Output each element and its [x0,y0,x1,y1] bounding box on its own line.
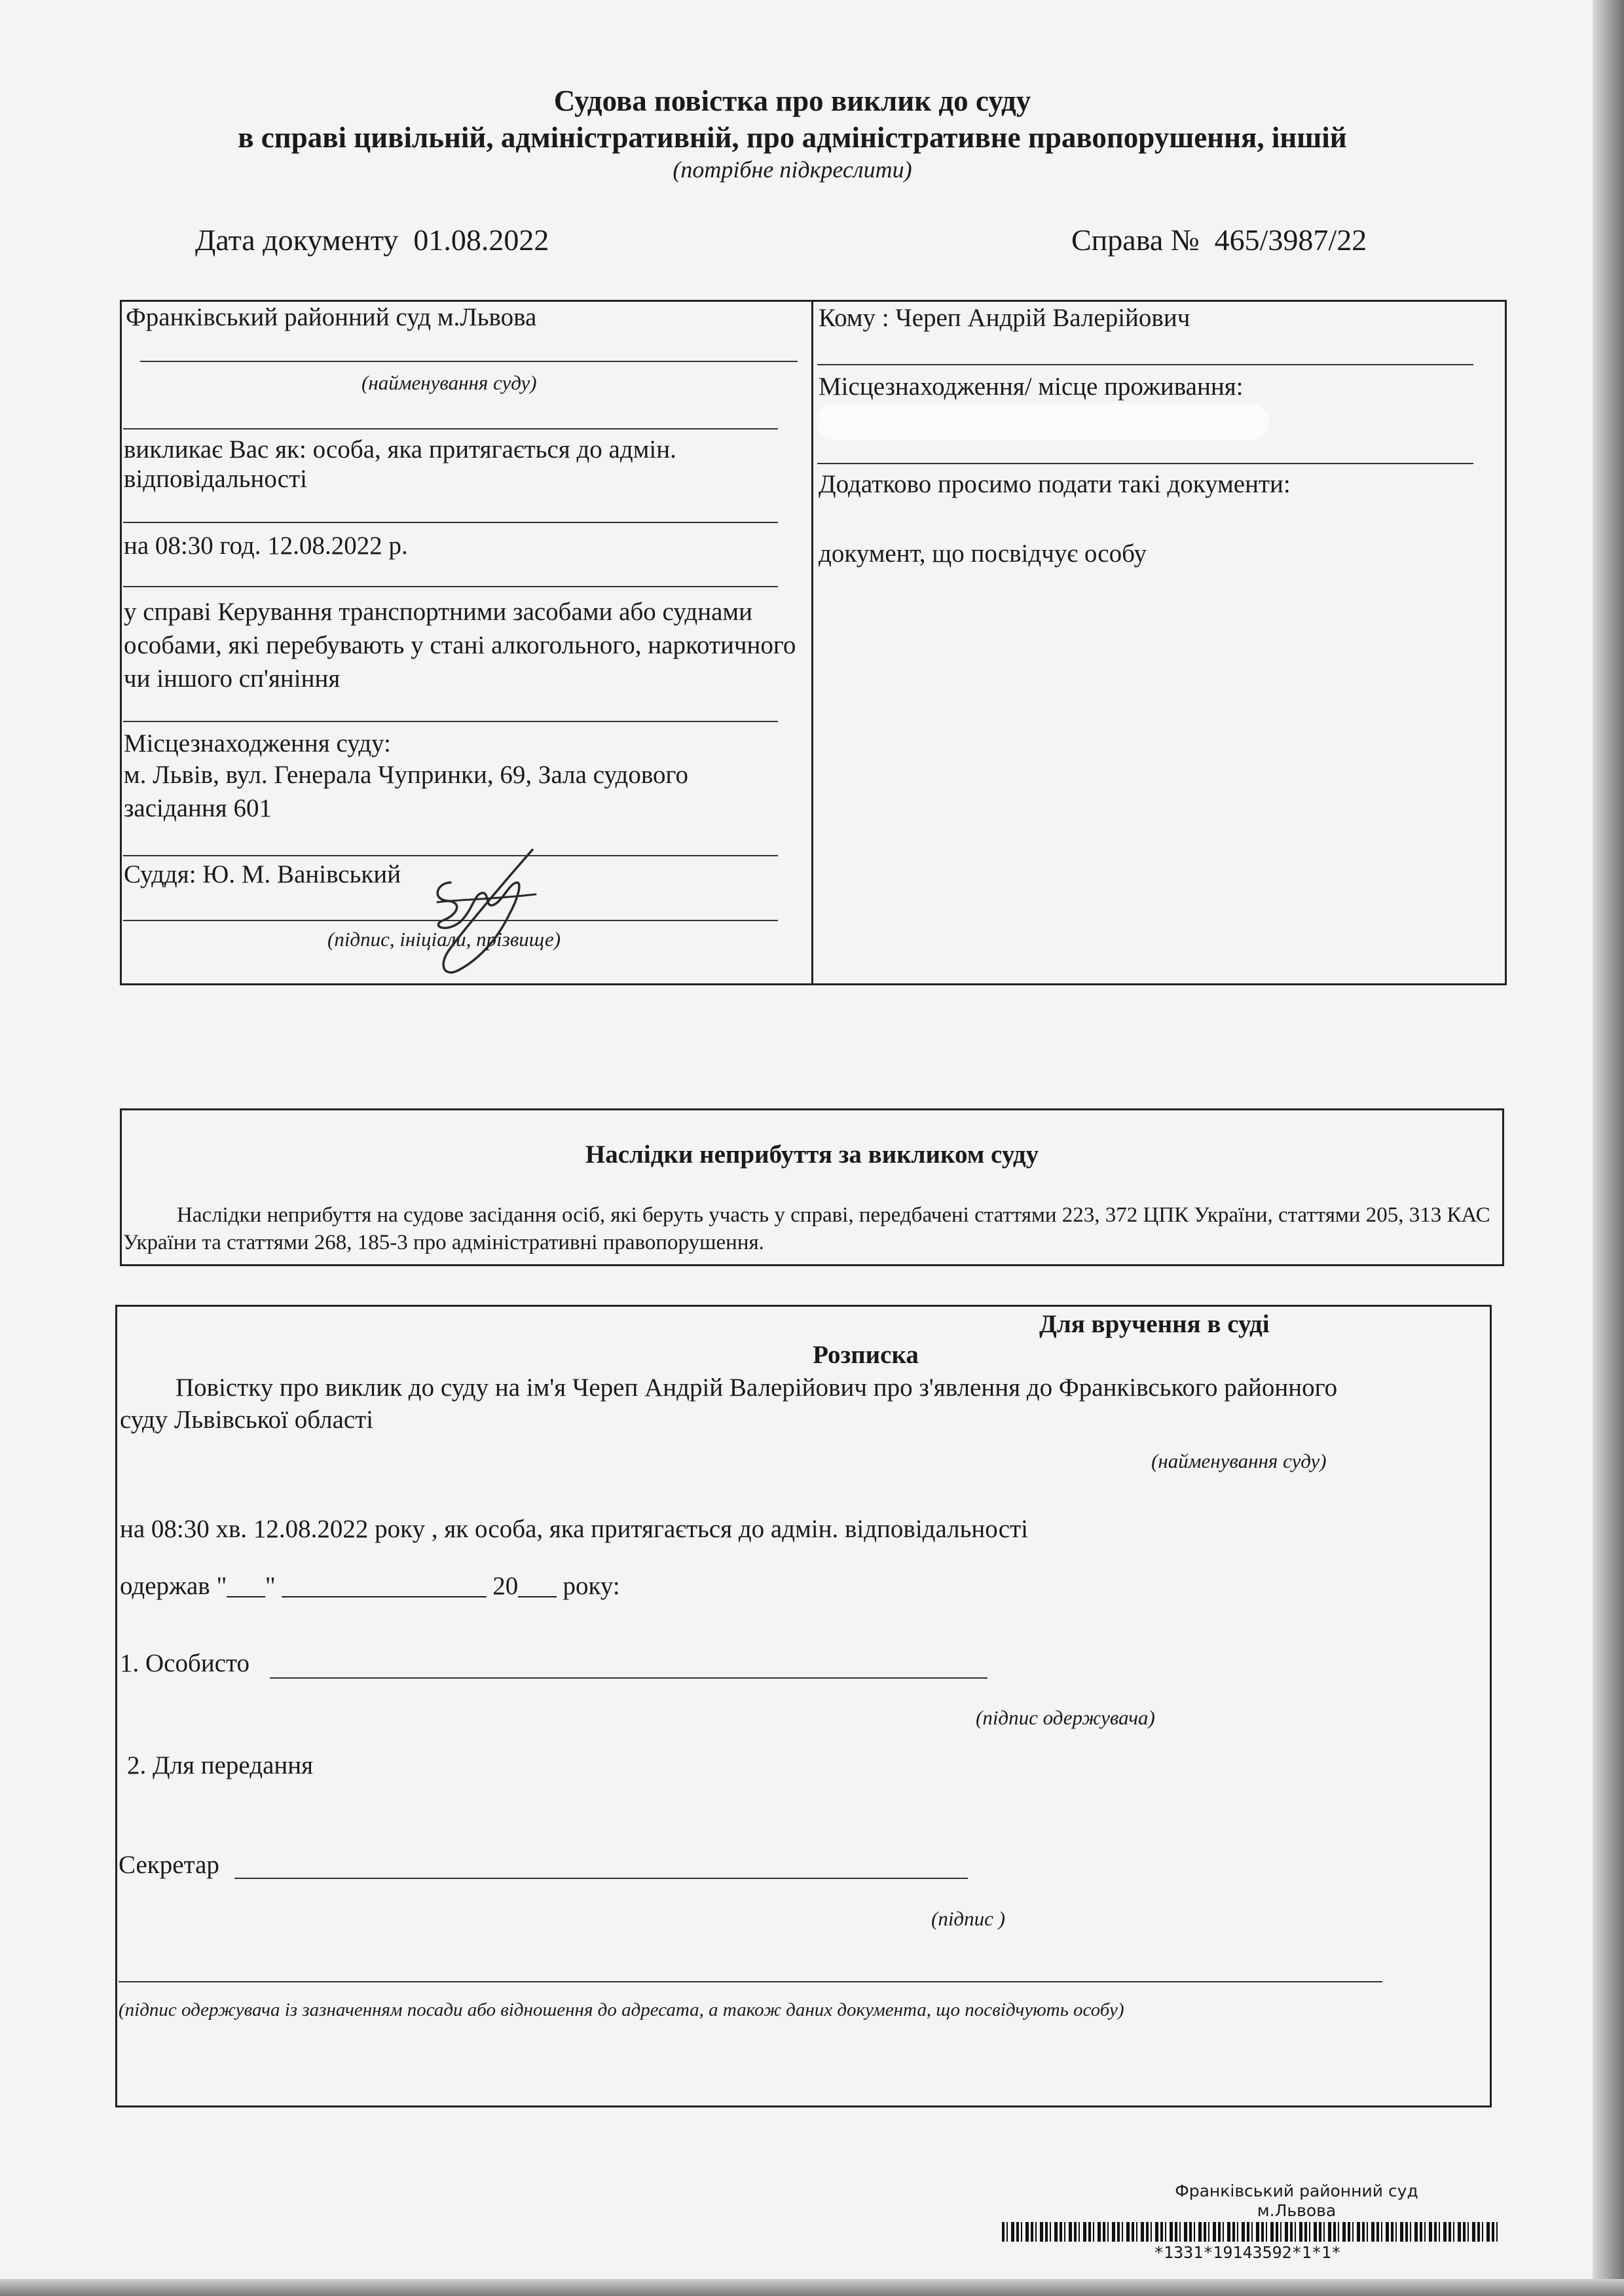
receipt-court-caption: (найменування суду) [1151,1449,1327,1472]
personal-signature-line [270,1677,987,1679]
court-stamp [1126,2181,1467,2221]
residence-label: Місцезнаходження/ місце проживання: [819,373,1244,401]
case-number [1071,223,1367,257]
recipient-signature-caption: (підпис одержувача) [976,1706,1155,1729]
document-date [195,223,549,257]
received-date-line: одержав "___" ________________ 20___ року: [120,1572,620,1600]
summons-role-line2: відповідальності [124,465,307,493]
scan-bottom-edge [0,2279,1624,2296]
summons-role-line1: викликає Вас як: особа, яка притягається до адмін. [124,435,676,464]
recipient-line [817,364,1473,365]
documents-value: документ, що посвідчує особу [819,539,1147,568]
stamp-court-line1: Франківський районний суд [1175,2181,1418,2200]
transfer-label: 2. Для передання [127,1751,314,1779]
receipt-title: Розписка [813,1341,919,1369]
secretary-label: Секретар [119,1851,219,1879]
divider-line [123,721,778,722]
recipient-name: Кому : Череп Андрій Валерійович [819,304,1190,332]
hearing-time: на 08:30 год. 12.08.2022 р. [124,532,408,560]
judge-signature-icon [411,837,549,981]
residence-line [817,463,1473,464]
delivery-label: Для вручення в суді [1039,1310,1270,1338]
case-matter: у справі Керування транспортними засобами або суднами особами, які перебувають у стані алкогольного, наркотичного чи іншого сп'яніння [124,598,796,693]
footer-signature-caption: (підпис одержувача із зазначенням посади або відношення до адресата, а також даних документа, що посвідчують особу) [119,1999,1124,2020]
secretary-signature-caption: (підпис ) [931,1907,1005,1930]
document-subtitle: (потрібне підкреслити) [673,156,912,183]
court-name: Франківський районний суд м.Львова [126,303,537,331]
barcode-text: *1331*19143592*1*1* [1154,2243,1341,2262]
stamp-court-line2: м.Львова [1257,2201,1337,2220]
receipt-line1: Повістку про виклик до суду на ім'я Череп Андрій Валерійович про з'явлення до Франківського районного [175,1374,1338,1402]
divider-line [123,428,778,429]
document-title: Судова повістка про виклик до суду [553,84,1031,117]
document-title-line2: в справі цивільній, адміністративній, про адміністративне правопорушення, іншій [238,121,1347,154]
receipt-line2: суду Львівської області [120,1406,374,1434]
document-date-value: 01.08.2022 [413,223,549,257]
judge-name: Суддя: Ю. М. Ванівський [124,860,401,888]
case-number-label: Справа № [1071,223,1200,257]
court-location-label: Місцезнаходження суду: [124,729,391,757]
scan-edge [1593,0,1624,2296]
personal-delivery-label: 1. Особисто [120,1649,250,1677]
redacted-address [816,403,1269,440]
divider-line [123,522,778,523]
judge-caption: (підпис, ініціали, прізвище) [327,928,561,951]
documents-label: Додатково просимо подати такі документи: [819,470,1291,498]
document-date-label: Дата документу [195,223,399,257]
court-location-value: м. Львів, вул. Генерала Чупринки, 69, Зала судового засідання 601 [124,761,688,822]
receipt-time-line: на 08:30 хв. 12.08.2022 року , як особа, яка притягається до адмін. відповідальності [120,1515,1028,1543]
column-divider [811,300,813,985]
divider-line [123,586,778,587]
court-caption: (найменування суду) [361,371,537,394]
consequences-title: Наслідки неприбуття за викликом суду [585,1140,1039,1169]
consequences-text: Наслідки неприбуття на судове засідання осіб, які беруть участь у справі, передбачені статтями 223, 372 ЦПК України, статтями 205, 313 КАС України та статтями 268, 185-3 про адміністративні правопорушення. [123,1203,1490,1254]
court-name-line [140,361,798,362]
secretary-signature-line [234,1878,968,1879]
case-number-value: 465/3987/22 [1214,223,1367,257]
barcode [1002,2222,1500,2242]
footer-signature-line [119,1981,1382,1982]
